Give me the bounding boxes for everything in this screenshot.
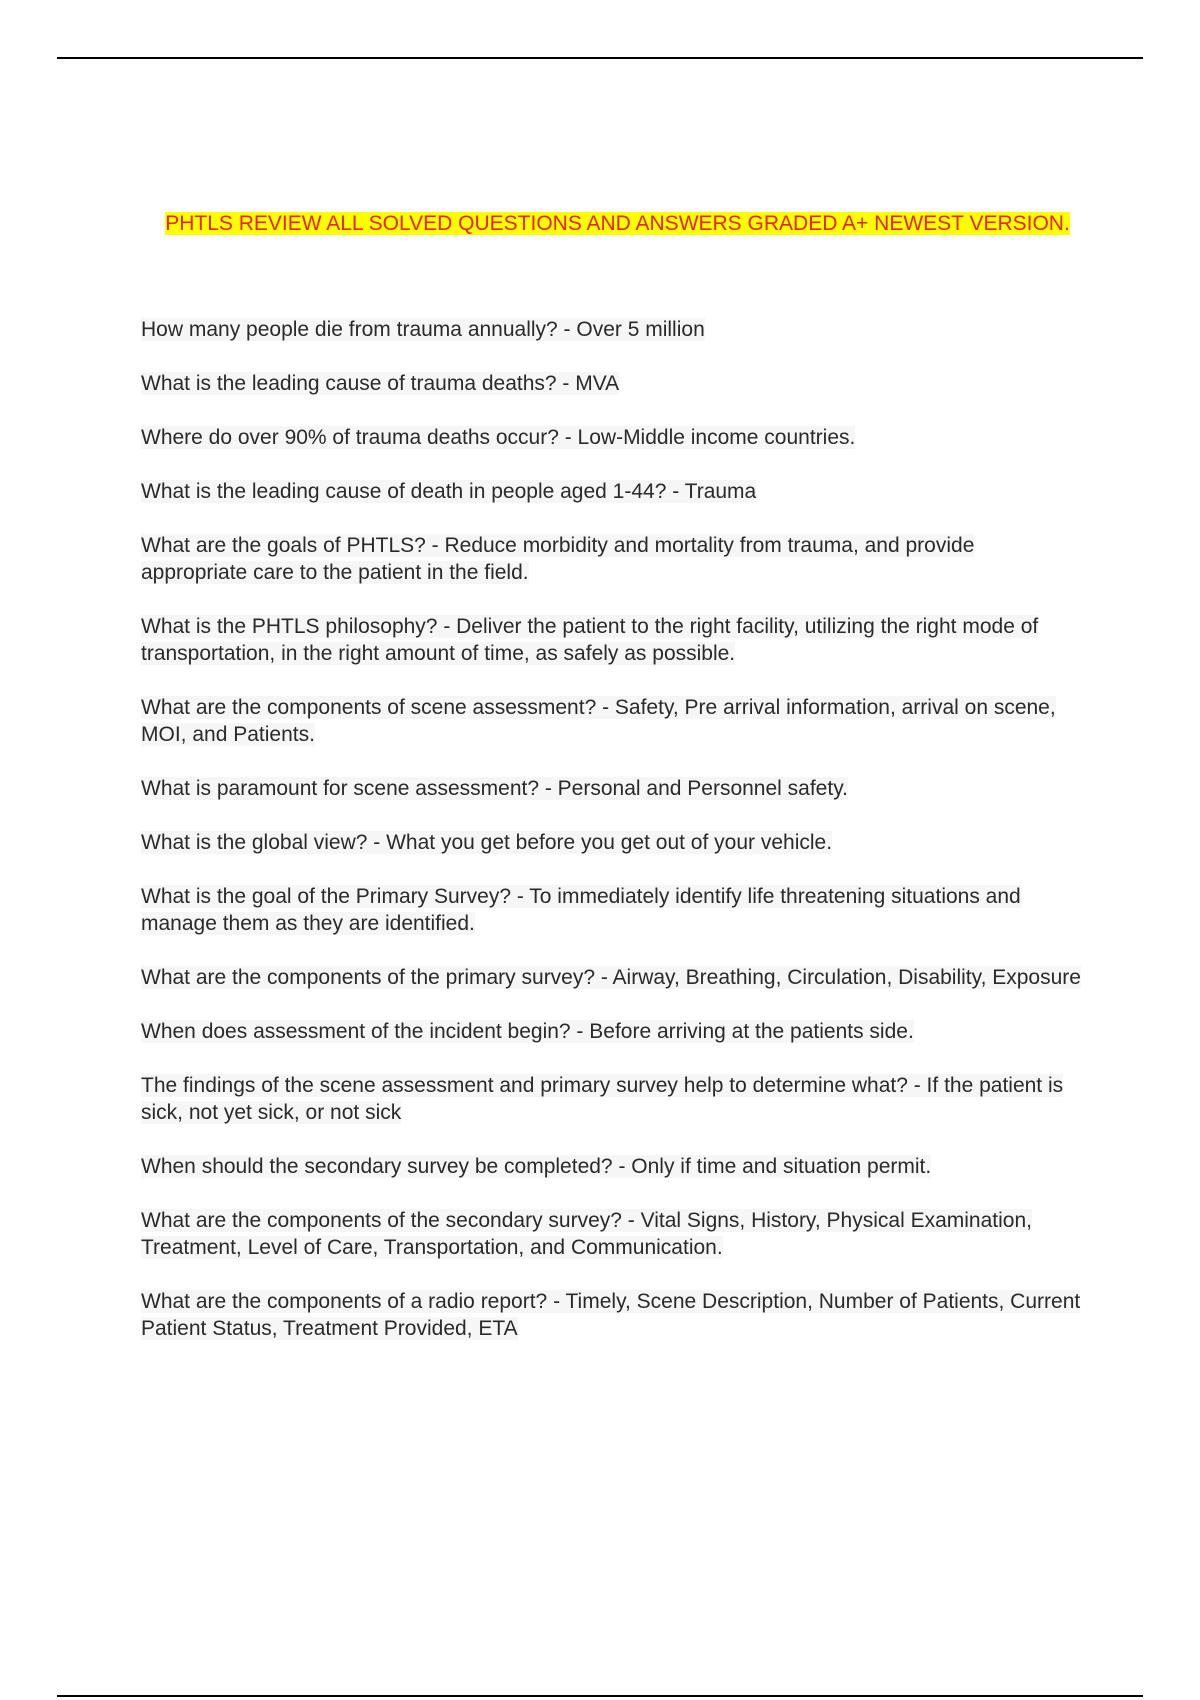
qa-item: What are the components of a radio report? - Timely, Scene Description, Number of Patients, Current Patient Status, Treatment Provided, ETA — [141, 1290, 1081, 1340]
qa-item: What are the components of the secondary survey? - Vital Signs, History, Physical Examination, Treatment, Level of Care, Transportation, and Communication. — [141, 1209, 1032, 1259]
qa-list — [141, 316, 1081, 1369]
bottom-rule — [57, 1695, 1143, 1697]
qa-item: When should the secondary survey be completed? - Only if time and situation permit. — [141, 1155, 932, 1178]
document-title — [140, 210, 1095, 237]
qa-item: What is the goal of the Primary Survey? - To immediately identify life threatening situations and manage them as they are identified. — [141, 885, 1021, 935]
qa-item: What is paramount for scene assessment? - Personal and Personnel safety. — [141, 777, 848, 800]
qa-item: The findings of the scene assessment and primary survey help to determine what? - If the patient is sick, not yet sick, or not sick — [141, 1074, 1064, 1124]
qa-item: What is the leading cause of death in people aged 1-44? - Trauma — [141, 480, 757, 503]
qa-item: What is the global view? - What you get before you get out of your vehicle. — [141, 831, 833, 854]
qa-item: What are the goals of PHTLS? - Reduce morbidity and mortality from trauma, and provide appropriate care to the patient in the field. — [141, 534, 975, 584]
qa-item: When does assessment of the incident begin? - Before arriving at the patients side. — [141, 1020, 914, 1043]
qa-item: What is the leading cause of trauma deaths? - MVA — [141, 372, 620, 395]
qa-item: Where do over 90% of trauma deaths occur? - Low-Middle income countries. — [141, 426, 856, 449]
top-rule — [57, 57, 1143, 59]
qa-item: What is the PHTLS philosophy? - Deliver the patient to the right facility, utilizing the right mode of transportation, in the right amount of time, as safely as possible. — [141, 615, 1039, 665]
document-title-text: PHTLS REVIEW ALL SOLVED QUESTIONS AND ANSWERS GRADED A+ NEWEST VERSION. — [165, 212, 1070, 235]
qa-item: How many people die from trauma annually? - Over 5 million — [141, 318, 705, 341]
qa-item: What are the components of the primary survey? - Airway, Breathing, Circulation, Disability, Exposure — [141, 966, 1081, 989]
qa-item: What are the components of scene assessment? - Safety, Pre arrival information, arrival on scene, MOI, and Patients. — [141, 696, 1056, 746]
